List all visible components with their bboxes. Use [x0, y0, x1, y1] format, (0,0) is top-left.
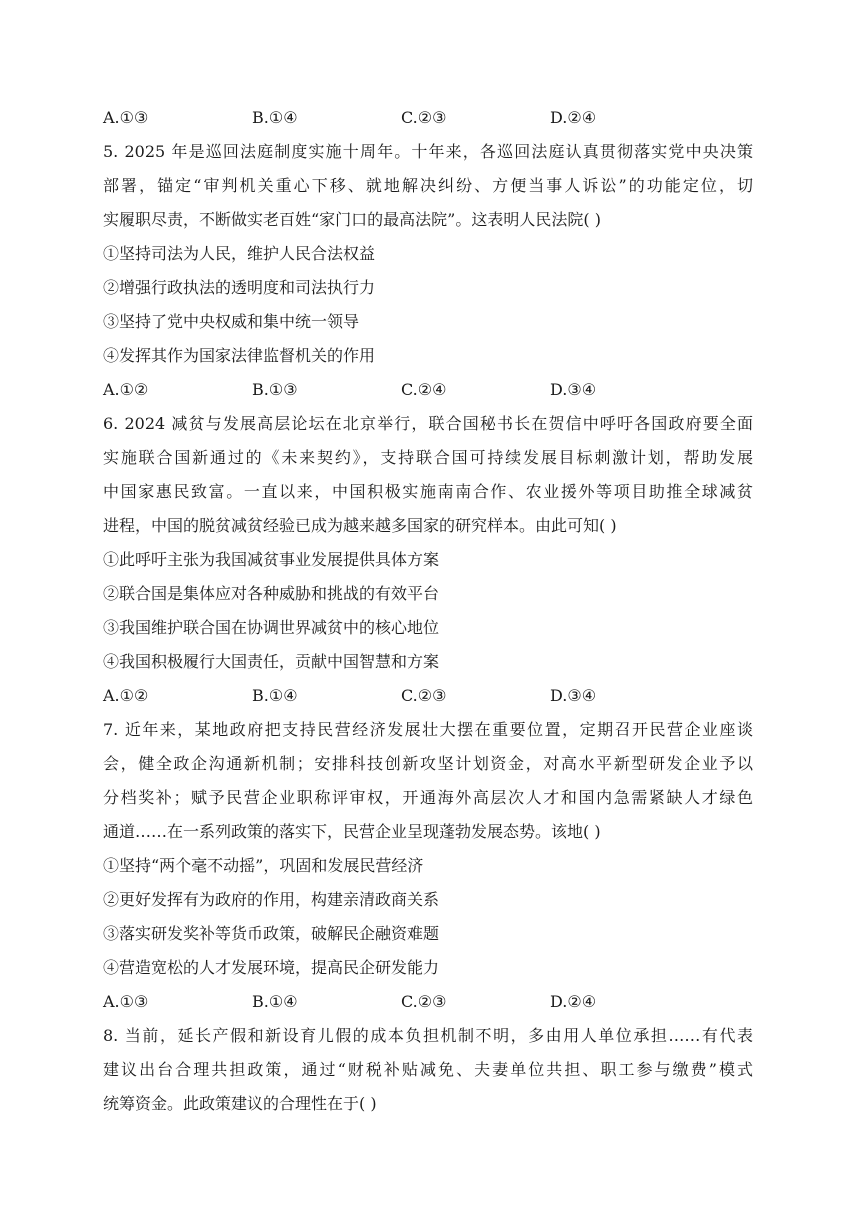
- q6-stem-line: 6. 2024 减贫与发展高层论坛在北京举行，联合国秘书长在贺信中呼吁各国政府要全面: [103, 414, 753, 433]
- q6-option-b[interactable]: B.①④: [252, 686, 298, 705]
- q6-option-a[interactable]: A.①②: [103, 686, 149, 705]
- question-6: [103, 407, 753, 713]
- q5-option-b[interactable]: B.①③: [252, 380, 298, 399]
- q7-statement-3: ③落实研发奖补等货币政策，破解民企融资难题: [103, 924, 440, 943]
- q6-statement-2: ②联合国是集体应对各种威胁和挑战的有效平台: [103, 584, 440, 603]
- q5-statement-2: ②增强行政执法的透明度和司法执行力: [103, 278, 376, 297]
- q5-stem-line: 5. 2025 年是巡回法庭制度实施十周年。十年来，各巡回法庭认真贯彻落实党中央决策: [103, 142, 753, 161]
- q6-statement-1: ①此呼吁主张为我国减贫事业发展提供具体方案: [103, 550, 440, 569]
- question-7: [103, 713, 753, 1019]
- q6-statement-4: ④我国积极履行大国责任，贡献中国智慧和方案: [103, 652, 440, 671]
- q8-stem-line: 建议出台合理共担政策，通过“财税补贴减免、夫妻单位共担、职工参与缴费”模式: [103, 1060, 753, 1079]
- q6-stem-line: 进程，中国的脱贫减贫经验已成为越来越多国家的研究样本。由此可知( ): [103, 516, 617, 535]
- q7-stem-line: 7. 近年来，某地政府把支持民营经济发展壮大摆在重要位置，定期召开民营企业座谈: [103, 720, 753, 739]
- q5-stem-line: 实履职尽责，不断做实老百姓“家门口的最高法院”。这表明人民法院( ): [103, 210, 601, 229]
- q5-statement-4: ④发挥其作为国家法律监督机关的作用: [103, 346, 376, 365]
- q7-stem-line: 会，健全政企沟通新机制；安排科技创新攻坚计划资金，对高水平新型研发企业予以: [103, 754, 753, 773]
- q7-option-c[interactable]: C.②③: [401, 992, 447, 1011]
- q5-answer-options: [103, 373, 753, 407]
- q5-statement-3: ③坚持了党中央权威和集中统一领导: [103, 312, 360, 331]
- q7-option-b[interactable]: B.①④: [252, 992, 298, 1011]
- q7-statement-4: ④营造宽松的人才发展环境，提高民企研发能力: [103, 958, 440, 977]
- q5-option-a[interactable]: A.①②: [103, 380, 149, 399]
- q5-option-d[interactable]: D.③④: [550, 380, 597, 399]
- q6-stem-line: 实施联合国新通过的《未来契约》，支持联合国可持续发展目标刺激计划，帮助发展: [103, 448, 753, 467]
- q7-statement-1: ①坚持“两个毫不动摇”，巩固和发展民营经济: [103, 856, 424, 875]
- q4-option-a[interactable]: A.①③: [103, 108, 149, 127]
- q7-option-a[interactable]: A.①③: [103, 992, 149, 1011]
- q4-option-b[interactable]: B.①④: [252, 108, 298, 127]
- q6-option-c[interactable]: C.②③: [401, 686, 447, 705]
- q5-option-c[interactable]: C.②④: [401, 380, 447, 399]
- q6-answer-options: [103, 679, 753, 713]
- q7-stem-line: 通道……在一系列政策的落实下，民营企业呈现蓬勃发展态势。该地( ): [103, 822, 601, 841]
- q7-statement-2: ②更好发挥有为政府的作用，构建亲清政商关系: [103, 890, 440, 909]
- q7-option-d[interactable]: D.②④: [550, 992, 597, 1011]
- q4-answer-options: [103, 101, 753, 135]
- q7-stem-line: 分档奖补；赋予民营企业职称评审权，开通海外高层次人才和国内急需紧缺人才绿色: [103, 788, 753, 807]
- q4-option-d[interactable]: D.②④: [550, 108, 597, 127]
- exam-page: [103, 101, 753, 1121]
- q7-answer-options: [103, 985, 753, 1019]
- q8-stem-line: 8. 当前，延长产假和新设育儿假的成本负担机制不明，多由用人单位承担……有代表: [103, 1026, 753, 1045]
- question-8: [103, 1019, 753, 1121]
- q5-statement-1: ①坚持司法为人民，维护人民合法权益: [103, 244, 376, 263]
- q6-statement-3: ③我国维护联合国在协调世界减贫中的核心地位: [103, 618, 440, 637]
- question-5: [103, 135, 753, 407]
- q6-stem-line: 中国家惠民致富。一直以来，中国积极实施南南合作、农业援外等项目助推全球减贫: [103, 482, 753, 501]
- q6-option-d[interactable]: D.③④: [550, 686, 597, 705]
- q5-stem-line: 部署，锚定“审判机关重心下移、就地解决纠纷、方便当事人诉讼”的功能定位，切: [103, 176, 753, 195]
- q8-stem-line: 统筹资金。此政策建议的合理性在于( ): [103, 1094, 377, 1113]
- q4-option-c[interactable]: C.②③: [401, 108, 447, 127]
